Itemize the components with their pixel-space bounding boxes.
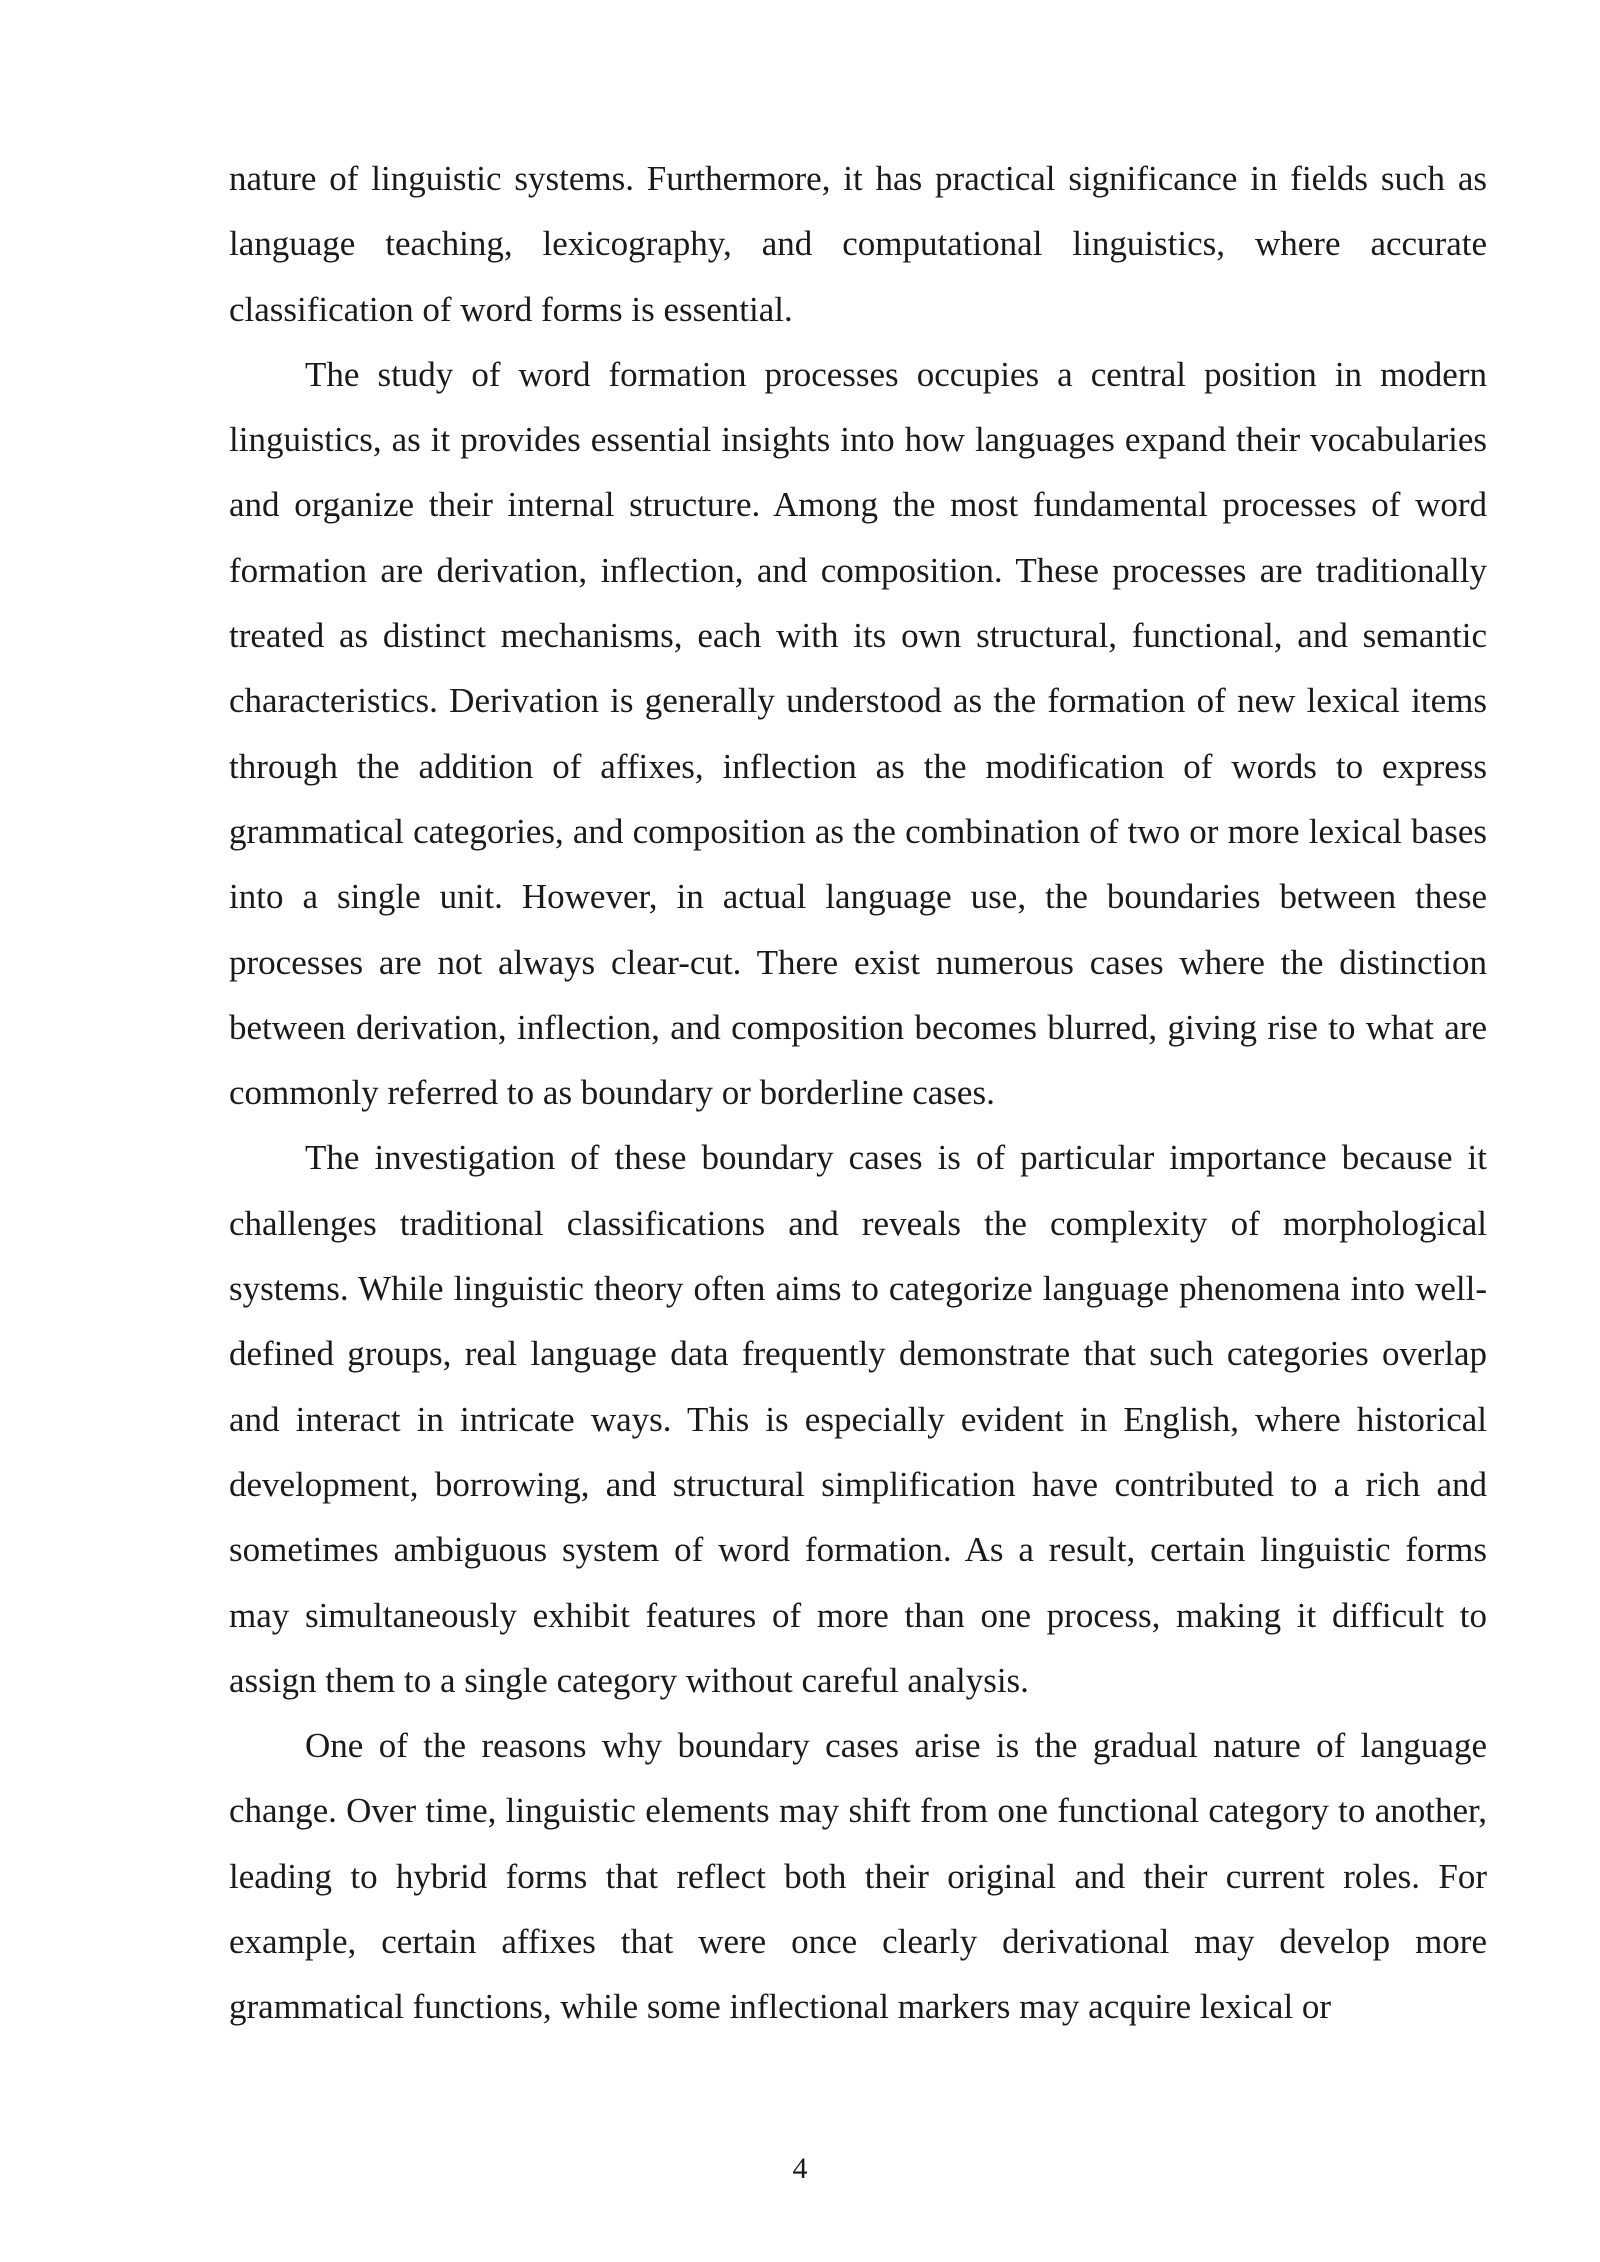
- paragraph-boundary-cases: The investigation of these boundary cases is of particular importance because it challenges traditional classifications and reveals the complexity of morphological systems. While linguistic theory often aims to categorize language phenomena into well-defined groups, real language data frequently demonstrate that such categories overlap and interact in intricate ways. This is especially evident in English, where historical development, borrowing, and structural simplification have contributed to a rich and sometimes ambiguous system of word formation. As a result, certain linguistic forms may simultaneously exhibit features of more than one process, making it difficult to assign them to a single category without careful analysis.: [229, 1138, 1487, 1700]
- paragraph-language-change: One of the reasons why boundary cases arise is the gradual nature of language change. Over time, linguistic elements may shift from one functional category to another, leading to hybrid forms that reflect both their original and their current roles. For example, certain affixes that were once clearly derivational may develop more grammatical functions, while some inflectional markers may acquire lexical or: [229, 1726, 1487, 2027]
- paragraph-continuation: nature of linguistic systems. Furthermore, it has practical significance in fields such as language teaching, lexicography, and computational linguistics, where accurate classification of word forms is essential.: [229, 159, 1487, 329]
- body-text: [229, 146, 1487, 2040]
- paragraph-word-formation: The study of word formation processes occupies a central position in modern linguistics, as it provides essential insights into how languages expand their vocabularies and organize their internal structure. Among the most fundamental processes of word formation are derivation, inflection, and composition. These processes are traditionally treated as distinct mechanisms, each with its own structural, functional, and semantic characteristics. Derivation is generally understood as the formation of new lexical items through the addition of affixes, inflection as the modification of words to express grammatical categories, and composition as the combination of two or more lexical bases into a single unit. However, in actual language use, the boundaries between these processes are not always clear-cut. There exist numerous cases where the distinction between derivation, inflection, and composition becomes blurred, giving rise to what are commonly referred to as boundary or borderline cases.: [229, 354, 1487, 1113]
- page-number: 4: [792, 2152, 808, 2185]
